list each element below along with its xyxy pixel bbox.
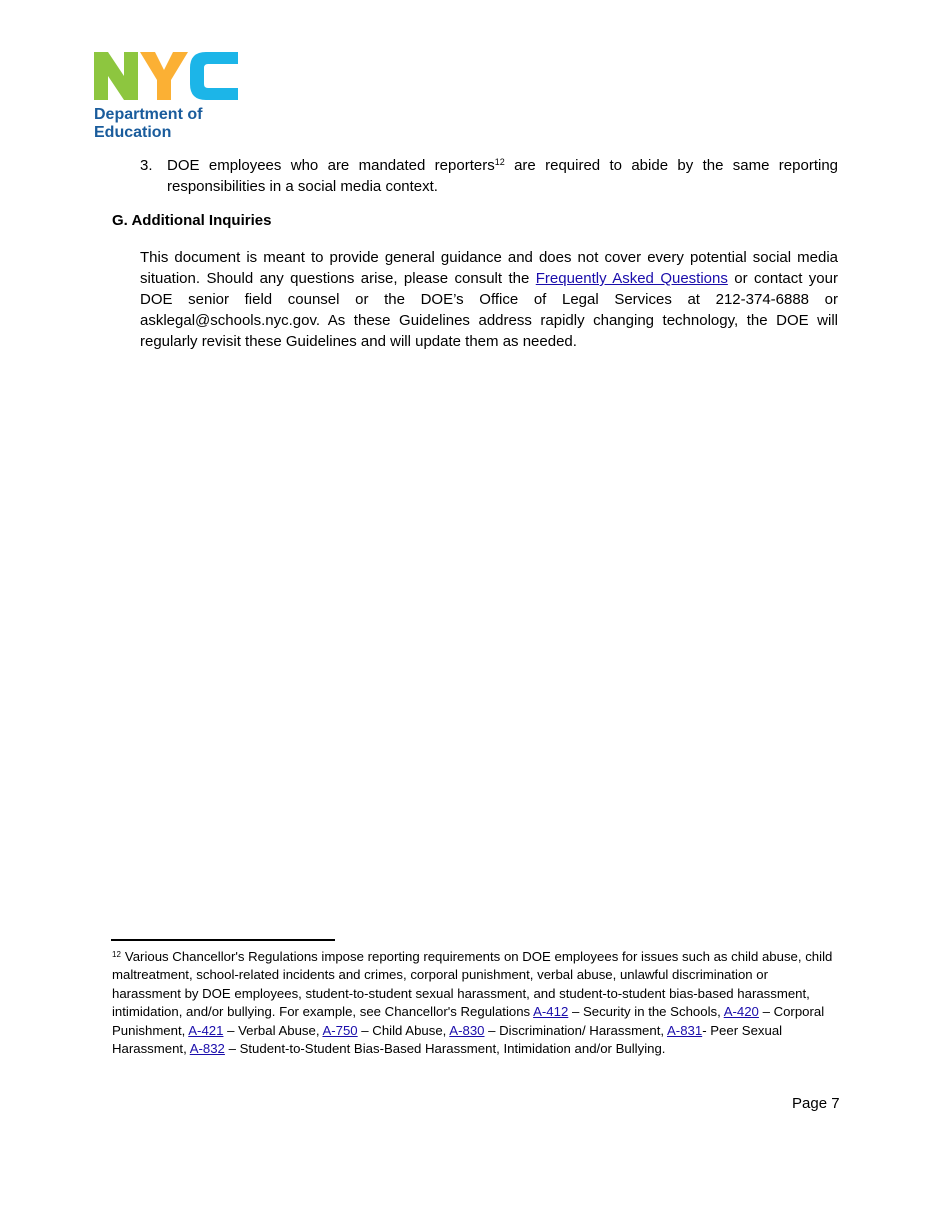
list-text-before: DOE employees who are mandated reporters (167, 157, 495, 174)
link-a-831[interactable]: A-831 (667, 1022, 703, 1038)
section-heading: G. Additional Inquiries (112, 212, 272, 229)
list-text-after: are required to abide by the same reporting responsibilities in a social media context. (167, 157, 838, 195)
fn-text-6: – Discrimination/ Harassment, (484, 1022, 667, 1038)
list-item-text (167, 155, 838, 197)
fn-text-5: – Child Abuse, (357, 1022, 450, 1038)
inquiries-paragraph (140, 247, 838, 352)
logo-letter-c (190, 52, 238, 100)
logo-line-1: Department of (94, 106, 203, 123)
footnote-12 (112, 948, 839, 1058)
link-a-421[interactable]: A-421 (188, 1022, 224, 1038)
footnote-ref[interactable]: 12 (494, 157, 505, 167)
faq-link[interactable]: Frequently Asked Questions (535, 270, 728, 287)
para-text-1: This document is meant to provide general guidance and does not cover every potential social media situation. Should any questions arise, please consult the (140, 249, 838, 287)
fn-text-8: – Student-to-Student Bias-Based Harassment, Intimidation and/or Bullying. (224, 1041, 666, 1057)
footnote-separator (111, 939, 335, 941)
list-number: 3. (140, 157, 153, 174)
fn-text-7: - Peer Sexual Harassment, (112, 1022, 783, 1057)
link-a-830[interactable]: A-830 (449, 1022, 485, 1038)
fn-text-1: Various Chancellor's Regulations impose reporting requirements on DOE employees for issues such as child abuse, child maltreatment, school-related incidents and crimes, corporal punishment, verbal abuse, unlawful discrimination or harassment by DOE employees, student-to-student sexual harassment, and student-to-student bias-based harassment, intimidation, and/or bullying. For example, see Chancellor's Regulations (112, 949, 833, 1020)
nyc-logo-graphic (94, 50, 240, 102)
page-number: Page 7 (792, 1095, 840, 1112)
para-text-2: or contact your DOE senior field counsel or the DOE’s Office of Legal Services at 212-374-6888 or asklegal@schools.nyc.gov. As these Guidelines address rapidly changing technology, the DOE will regularly revisit these Guidelines and will update them as needed. (140, 270, 838, 350)
footnote-number: 12 (112, 950, 121, 959)
logo-letter-y (140, 52, 188, 100)
nyc-doe-logo (94, 50, 244, 142)
link-a-412[interactable]: A-412 (533, 1004, 569, 1020)
logo-line-2: Education (94, 124, 172, 141)
logo-text (94, 106, 244, 142)
link-a-832[interactable]: A-832 (189, 1041, 225, 1057)
link-a-420[interactable]: A-420 (723, 1004, 759, 1020)
fn-text-2: – Security in the Schools, (568, 1004, 724, 1020)
fn-text-3: – Corporal Punishment, (112, 1004, 825, 1038)
fn-text-4: – Verbal Abuse, (223, 1022, 323, 1038)
link-a-750[interactable]: A-750 (322, 1022, 358, 1038)
logo-letter-n (94, 52, 138, 100)
